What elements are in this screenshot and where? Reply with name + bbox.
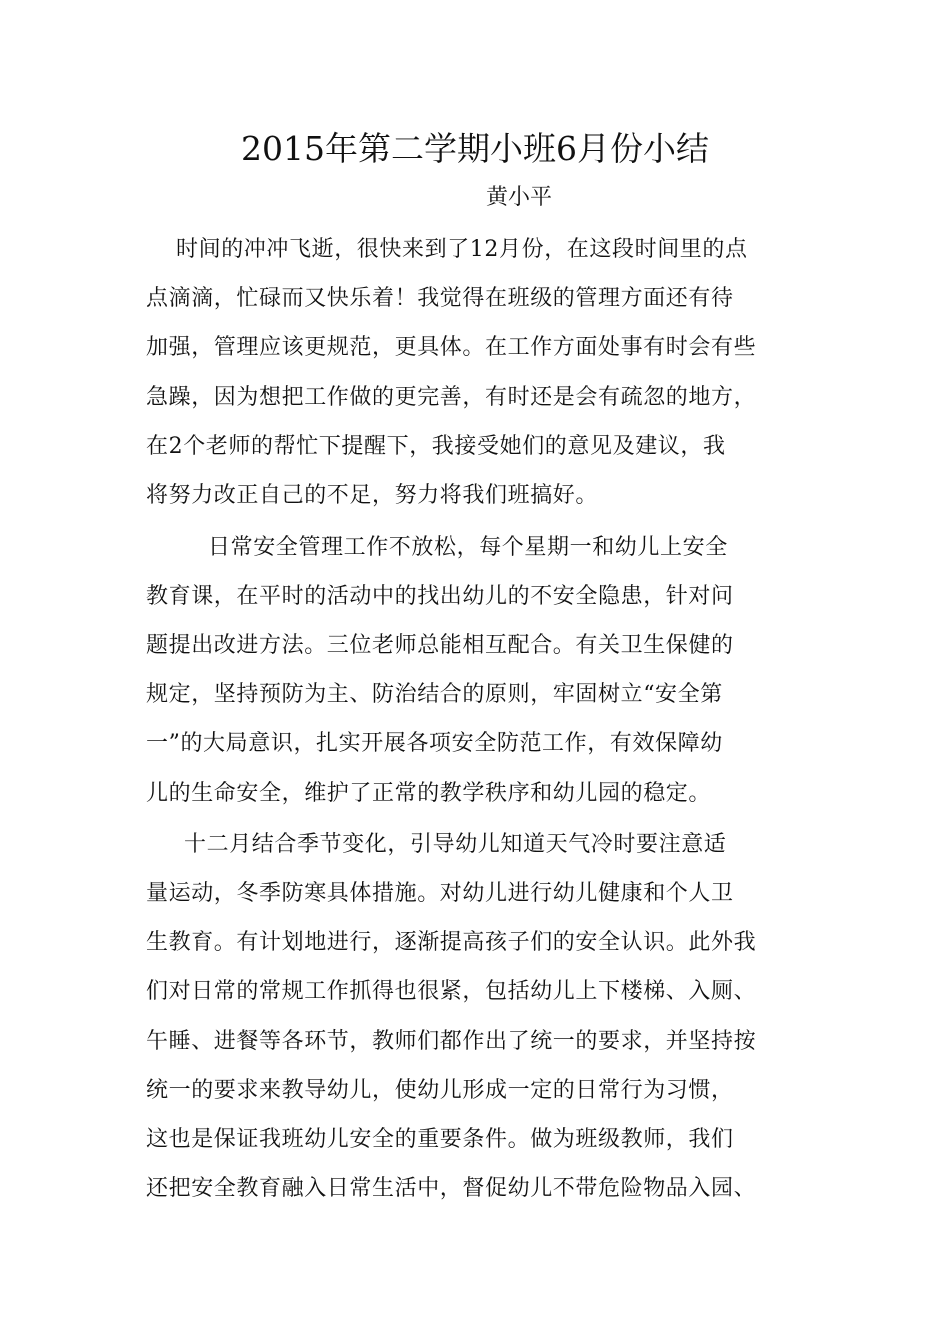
body-line: 教育课，在平时的活动中的找出幼儿的不安全隐患，针对问 xyxy=(146,584,734,609)
body-line: 还把安全教育融入日常生活中，督促幼儿不带危险物品入园、 xyxy=(146,1176,757,1201)
body-line: 将努力改正自己的不足，努力将我们班搞好。 xyxy=(146,483,599,508)
body-line: 日常安全管理工作不放松，每个星期一和幼儿上安全 xyxy=(208,535,728,560)
body-line: 加强，管理应该更规范，更具体。在工作方面处事有时会有些 xyxy=(146,335,757,360)
body-line: 点滴滴，忙碌而又快乐着！我觉得在班级的管理方面还有待 xyxy=(146,286,734,311)
document-author: 黄小平 xyxy=(486,185,553,210)
body-line: 午睡、进餐等各环节，教师们都作出了统一的要求，并坚持按 xyxy=(146,1029,757,1054)
body-line: 们对日常的常规工作抓得也很紧，包括幼儿上下楼梯、入厕、 xyxy=(146,979,757,1004)
body-line: 急躁，因为想把工作做的更完善，有时还是会有疏忽的地方， xyxy=(146,385,757,410)
body-line: 在2个老师的帮忙下提醒下，我接受她们的意见及建议，我 xyxy=(146,434,726,459)
body-line: 题提出改进方法。三位老师总能相互配合。有关卫生保健的 xyxy=(146,633,734,658)
body-line: 量运动，冬季防寒具体措施。对幼儿进行幼儿健康和个人卫 xyxy=(146,881,734,906)
body-line: 生教育。有计划地进行，逐渐提高孩子们的安全认识。此外我 xyxy=(146,930,757,955)
body-line: 十二月结合季节变化，引导幼儿知道天气冷时要注意适 xyxy=(184,832,727,857)
body-line: 统一的要求来教导幼儿，使幼儿形成一定的日常行为习惯， xyxy=(146,1078,734,1103)
body-line: 一”的大局意识，扎实开展各项安全防范工作，有效保障幼 xyxy=(146,731,723,756)
body-line: 这也是保证我班幼儿安全的重要条件。做为班级教师，我们 xyxy=(146,1127,734,1152)
body-line: 时间的冲冲飞逝，很快来到了12月份，在这段时间里的点 xyxy=(176,237,748,262)
body-line: 儿的生命安全，维护了正常的教学秩序和幼儿园的稳定。 xyxy=(146,781,712,806)
document-title: 2015年第二学期小班6月份小结 xyxy=(241,129,709,168)
body-line: 规定，坚持预防为主、防治结合的原则，牢固树立“安全第 xyxy=(146,682,723,707)
